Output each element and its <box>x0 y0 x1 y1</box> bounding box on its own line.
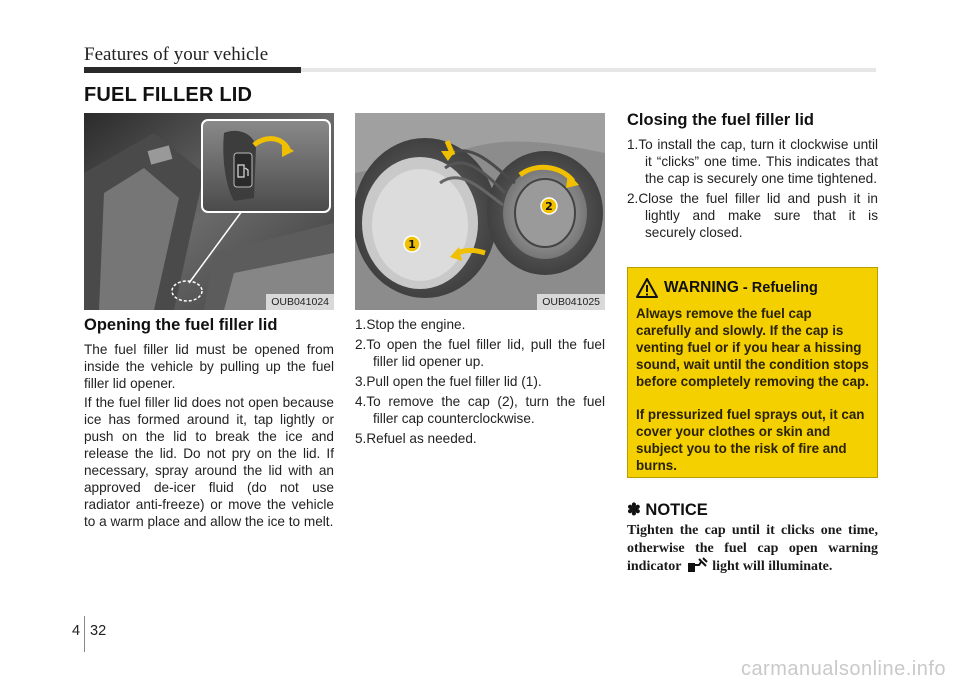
warning-header <box>636 278 818 298</box>
photo-fuel-cap-drawing <box>355 113 605 310</box>
fuel-cap-warning-icon <box>686 557 708 573</box>
opening-heading: Opening the fuel filler lid <box>84 316 278 334</box>
notice-text-after: light will illuminate. <box>712 559 833 574</box>
opening-paragraph-1: The fuel filler lid must be opened from inside the vehicle by pulling up the fuel filler lid opener. <box>84 342 334 391</box>
photo-code: OUB041025 <box>537 294 605 310</box>
footer-page-number: 32 <box>90 623 107 639</box>
section-title: FUEL FILLER LID <box>84 84 253 106</box>
opening-paragraph-2: If the fuel filler lid does not open because ice has formed around it, tap lightly or push on the lid to break the ice and release the lid. Do not pry on the lid. If necessary, spray around the lid with an approved de-icer fluid (do not use radiator anti-freeze) or move the vehicle to a warm place and allow the ice to melt. <box>84 395 334 529</box>
warning-subtitle: - Refueling <box>742 280 818 296</box>
closing-steps <box>627 136 878 244</box>
photo-code: OUB041024 <box>266 294 334 310</box>
watermark: carmanualsonline.info <box>740 658 946 680</box>
warning-paragraph-1: Always remove the fuel cap carefully and slowly. If the cap is venting fuel or if you hear a hissing sound, wait until the condition stops before completely removing the cap. <box>636 306 869 389</box>
notice-heading: ✽ NOTICE <box>627 501 708 519</box>
step-item: 5.Refuel as needed. <box>355 431 477 446</box>
footer-divider <box>84 616 85 652</box>
closing-step-item: 2.Close the fuel filler lid and push it in lightly and make sure that it is securely closed. <box>627 191 878 240</box>
warning-paragraph-2: If pressurized fuel sprays out, it can cover your clothes or skin and subject you to the risk of fire and burns. <box>636 407 865 473</box>
header-rule-accent <box>84 67 301 73</box>
step-item: 4.To remove the cap (2), turn the fuel filler cap counterclockwise. <box>355 394 605 426</box>
svg-text:1: 1 <box>408 238 416 251</box>
warning-triangle-icon <box>636 278 658 298</box>
notice-text-before: Tighten the cap until it clicks one time, otherwise the fuel cap open warning indicator <box>627 523 878 574</box>
svg-text:2: 2 <box>545 200 553 213</box>
warning-box <box>627 267 878 478</box>
photo-interior-opener <box>84 113 334 310</box>
closing-heading: Closing the fuel filler lid <box>627 111 815 129</box>
opening-steps <box>355 316 605 450</box>
step-item: 1.Stop the engine. <box>355 317 466 332</box>
header-title: Features of your vehicle <box>84 44 269 65</box>
step-item: 3.Pull open the fuel filler lid (1). <box>355 374 542 389</box>
warning-title: WARNING <box>664 279 739 296</box>
notice-text <box>627 522 878 576</box>
closing-step-item: 1.To install the cap, turn it clockwise until it “clicks” one time. This indicates that the cap is securely one time tightened. <box>627 137 878 186</box>
photo-fuel-cap <box>355 113 605 310</box>
photo-interior-drawing <box>84 113 334 310</box>
footer-chapter-number: 4 <box>72 623 81 639</box>
step-item: 2.To open the fuel filler lid, pull the fuel filler lid opener up. <box>355 337 605 369</box>
